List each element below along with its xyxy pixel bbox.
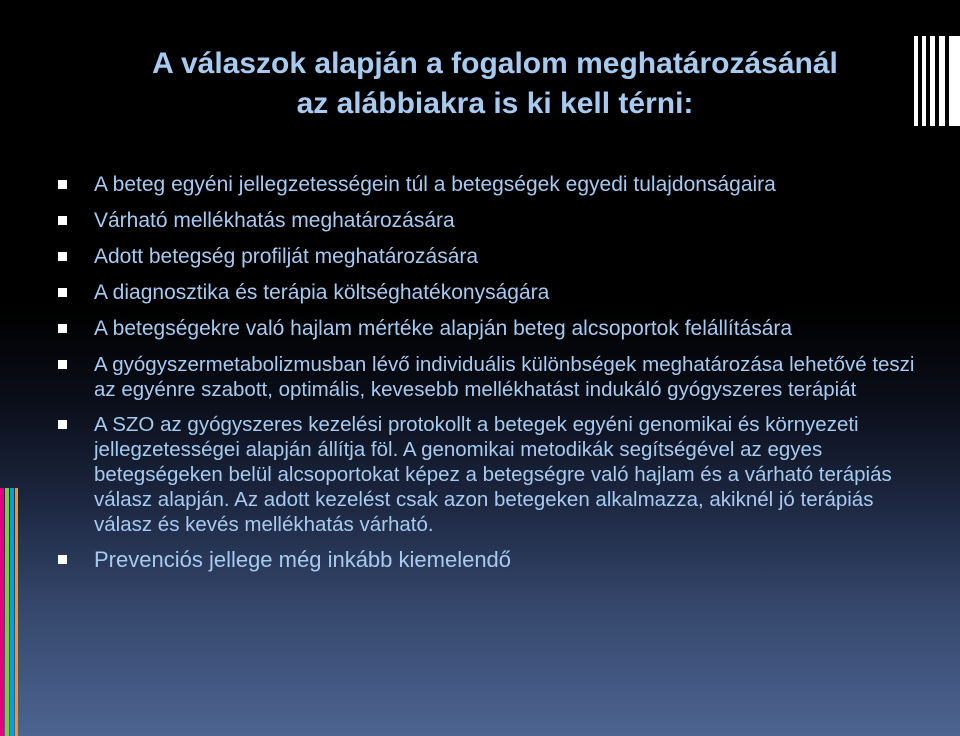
square-bullet-icon: [58, 360, 67, 369]
bullet-item: [58, 280, 918, 306]
decorative-stripe: [15, 488, 18, 736]
square-bullet-icon: [58, 180, 67, 189]
bullet-text: A betegségekre való hajlam mértéke alapján beteg alcsoportok felállítására: [94, 317, 793, 340]
decorative-stripe: [5, 488, 9, 736]
decorative-bar: [949, 36, 960, 126]
bullet-item: [58, 244, 918, 270]
bullet-text: A diagnosztika és terápia költséghatékonyságára: [94, 281, 550, 304]
square-bullet-icon: [58, 420, 67, 429]
bullet-item: [58, 412, 918, 537]
bullet-text: A SZO az gyógyszeres kezelési protokollt a betegek egyéni genomikai és környezeti jellegzetességei alapján állítja föl. A genomikai metodikák segítségével az egyes betegségeken belül alcsoportokat képez a betegségre való hajlam és a várható terápiás válasz alapján. Az adott kezelést csak azon betegeken alkalmazza, akiknél jó terápiás válasz és kevés mellékhatás várható.: [94, 413, 892, 536]
bullet-list: [58, 172, 918, 583]
bullet-text: Várható mellékhatás meghatározására: [94, 209, 455, 232]
square-bullet-icon: [58, 288, 67, 297]
bullet-item: [58, 316, 918, 342]
bullet-item: [58, 547, 918, 573]
bullet-text: Adott betegség profilját meghatározására: [94, 245, 479, 268]
decorative-stripe: [10, 488, 14, 736]
decorative-stripe: [0, 488, 4, 736]
bullet-text: Prevenciós jellege még inkább kiemelendő: [94, 547, 512, 572]
square-bullet-icon: [58, 324, 67, 333]
bullet-text: A beteg egyéni jellegzetességein túl a betegségek egyedi tulajdonságaira: [94, 173, 776, 196]
bullet-item: [58, 352, 918, 402]
bullet-text: A gyógyszermetabolizmusban lévő individuális különbségek meghatározása lehetővé teszi az egyénre szabott, optimális, kevesebb mellékhatást indukáló gyógyszeres terápiát: [94, 353, 915, 401]
square-bullet-icon: [58, 216, 67, 225]
decorative-bars-left: [0, 488, 20, 736]
square-bullet-icon: [58, 555, 67, 564]
decorative-bar: [930, 36, 935, 126]
bullet-item: [58, 208, 918, 234]
square-bullet-icon: [58, 252, 67, 261]
slide-title-line-1: A válaszok alapján a fogalom meghatározásánál: [152, 47, 838, 80]
slide-title-line-2: az alábbiakra is ki kell térni:: [296, 87, 694, 120]
decorative-bar: [939, 36, 945, 126]
slide-title: [60, 44, 930, 124]
bullet-item: [58, 172, 918, 198]
